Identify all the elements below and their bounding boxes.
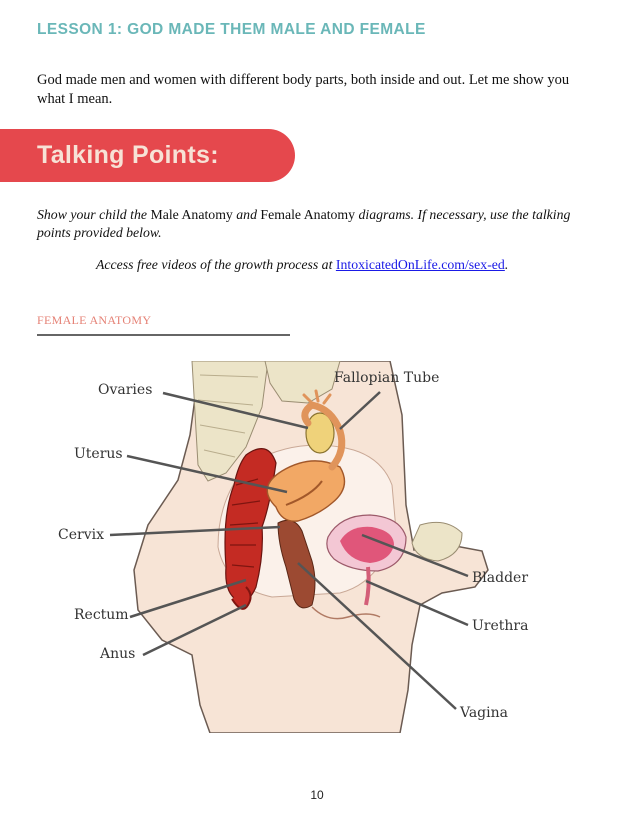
page-number: 10 — [310, 788, 324, 802]
cervix-label: Cervix — [58, 527, 104, 543]
section-label: FEMALE ANATOMY — [37, 313, 152, 327]
anus-label: Anus — [100, 646, 136, 662]
section-divider — [37, 334, 290, 336]
ovaries-label: Ovaries — [98, 382, 153, 398]
instruction-male-anatomy: Male Anatomy — [150, 207, 233, 222]
instruction-part: diagrams. If necessary, use the talking points provided below. — [37, 207, 571, 240]
rectum-label: Rectum — [74, 607, 129, 623]
talking-points-banner — [0, 129, 295, 182]
access-prefix: Access free videos of the growth process at — [96, 257, 336, 272]
vagina-label: Vagina — [460, 705, 508, 721]
banner-label: Talking Points: — [37, 141, 219, 169]
instruction-female-anatomy: Female Anatomy — [260, 207, 356, 222]
instruction-paragraph — [37, 206, 597, 242]
bladder-label: Bladder — [472, 570, 529, 586]
fallopian-tube-label: Fallopian Tube — [334, 370, 440, 386]
access-suffix: . — [504, 257, 509, 272]
videos-link[interactable]: IntoxicatedOnLife.com/sex-ed — [335, 257, 505, 272]
anatomy-illustration — [134, 361, 488, 733]
intro-paragraph: God made men and women with different body parts, both inside and out. Let me show you what I mean. — [37, 72, 570, 107]
urethra-label: Urethra — [472, 618, 529, 634]
instruction-part: Show your child the — [37, 207, 151, 222]
uterus-label: Uterus — [74, 446, 123, 462]
instruction-part: and — [232, 207, 261, 222]
lesson-title: LESSON 1: GOD MADE THEM MALE AND FEMALE — [37, 21, 426, 38]
access-line — [96, 257, 508, 273]
female-anatomy-diagram — [50, 355, 570, 735]
